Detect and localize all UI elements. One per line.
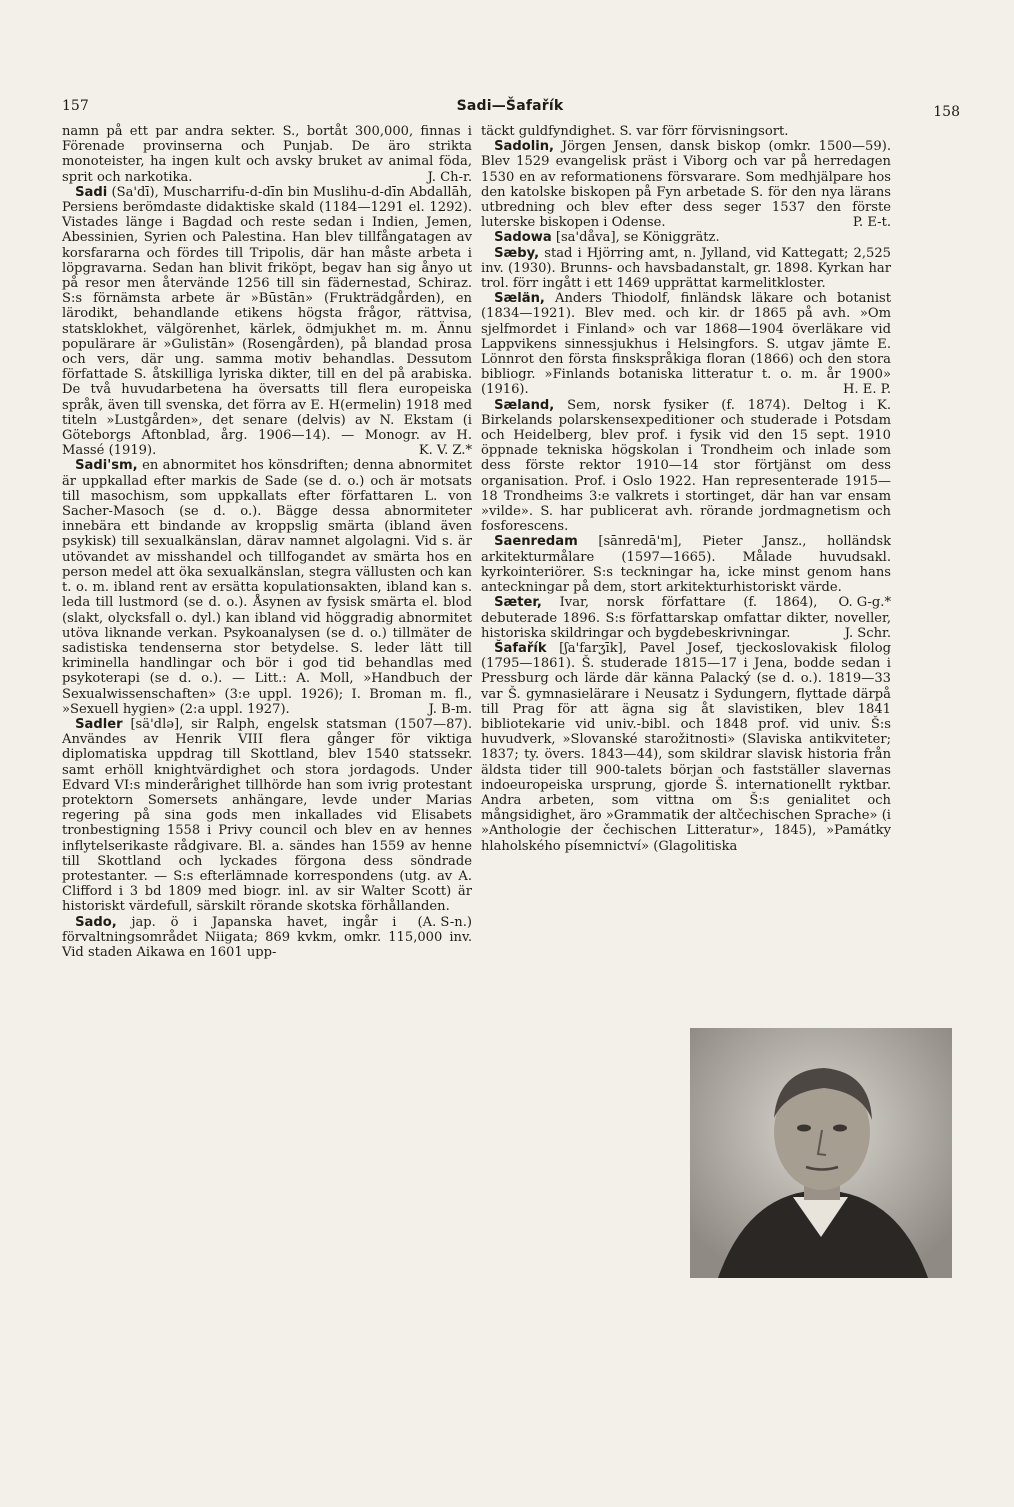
running-title: Sadi—Šafařík	[456, 98, 564, 114]
entry-text: Sem, norsk fysiker (f. 1874). Deltog i K. Birkelands polarskensexpeditioner och studerade i Potsdam och Heidelberg, blev prof. i fysik vid den 15 sept. 1910 öppnade tekniska högskolan i Trondheim och inlade som dess förste rektor 1910—14 stor förtjänst om dess organisation. Prof. i Oslo 1922. Han representerade 1915—18 Trondheims 3:e valkrets i stortinget, där han var ensam »vilde». S. har publicerat avh. rörande jordmagnetism och fosforescens.	[481, 397, 891, 535]
portrait-photo	[678, 1022, 958, 1280]
entry-headword: Sæby,	[494, 245, 540, 261]
entry-text: (Sa'dī), Muscharrifu-d-dīn bin Muslihu-d-dīn Abdallāh, Persiens berömdaste didaktiske skald (1184—1291 el. 1292). Vistades länge i Bagdad och reste sedan i Indien, Jemen, Abessinien, Syrien och Palestina. Han blev tillfångatagen av korsfararna och fördes till Tripolis, där han måste arbeta i löpgravarna. Sedan han blivit friköpt, begav han sig ånyo ut på resor men återvände 1256 till sin fädernestad, Schiraz. S:s förnämsta arbete är »Būstān» (Frukträdgården), en lärodikt, behandlande etikens högsta frågor, rättvisa, statsklokhet, välgörenhet, kärlek, ödmjukhet m. m. Ännu populärare är »Gulistān» (Rosengården), på blandad prosa och vers, där ung. samma motiv behandlas. Dessutom författade S. åtskilliga lyriska dikter, till en del på arabiska. De två huvudarbetena ha översatts till flera europeiska språk, även till svenska, det förra av E. H(ermelin) 1918 med titeln »Lustgården», det senare (delvis) av N. Ekstam (i Göteborgs Aftonblad, årg. 1906—14). — Monogr. av H. Massé (1919).	[62, 184, 472, 459]
entry-headword: Sadowa	[494, 230, 552, 246]
entry-signature: K. V. Z.*	[418, 443, 472, 459]
entry-headword: Sælän,	[494, 291, 545, 307]
entry-text: [sä'dlə], sir Ralph, engelsk statsman (1507—87). Användes av Henrik VIII flera gånger för viktiga diplomatiska uppdrag till Skottland, blev 1540 statssekr. samt erhöll knightvärdighet och stora jordagods. Under Edvard VI:s minderårighet tillhörde han som ivrig protestant protektorn Somersets anhängare, levde under Marias regering på sina gods men inkallades vid Elisabets tronbestigning 1558 i Privy council och blev en av hennes inflytelserikaste rådgivare. Bl. a. sändes han 1559 av henne till Skottland och lyckades förgona dess söndrade protestanter. — S:s efterlämnade korrespondens (utg. av A. Clifford i 3 bd 1809 med biogr. inl. av sir Walter Scott) är historiskt värdefull, särskilt rörande skotska förhållanden.	[62, 716, 472, 915]
entry	[62, 458, 472, 716]
entry	[62, 185, 472, 459]
entry-headword: Saenredam	[494, 534, 578, 550]
entry-text: en abnormitet hos könsdriften; denna abnormitet är uppkallad efter markis de Sade (se d. o.) och är motsats till masochism, som uppkallats efter författaren L. von Sacher-Masoch (se d. o.). Bägge dessa abnormiteter innebära ett bindande av kroppslig smärta (ibland även psykisk) till sexualkänslan, därav namnet algolagni. Vid s. är utövandet av misshandel och tillfogandet av smärta hos en person medel att öka sexualkänslan, stegra vällusten och kan t. o. m. ibland rent av ersätta kopulationsakten, ibland kan s. leda till lustmord (se d. o.). Åsynen av fysisk smärta el. blod (slakt, olycksfall o. dyl.) kan ibland vid höggradig abnormitet utöva liknande verkan. Psykoanalysen (se d. o.) tillmäter de sadistiska tendenserna stor betydelse. S. leder lätt till kriminella handlingar och bör i god tid behandlas med psykoterapi (se d. o.). — Litt.: A. Moll, »Handbuch der Sexualwissenschaften» (3:e uppl. 1926); I. Broman m. fl., »Sexuell hygien» (2:a uppl. 1927).	[62, 458, 472, 717]
entry	[481, 139, 891, 230]
entry-headword: Sæter,	[494, 595, 542, 611]
entry-headword: Sadolin,	[494, 139, 555, 155]
left-column	[62, 124, 472, 960]
entry-headword: Sado,	[75, 914, 117, 930]
entry	[481, 230, 891, 245]
entry-headword: Šafařík	[494, 640, 547, 656]
entry	[62, 124, 472, 185]
entry-text: täckt guldfyndighet. S. var förr förvisningsort.	[481, 124, 789, 139]
entry-text: Jörgen Jensen, dansk biskop (omkr. 1500—59). Blev 1529 evangelisk präst i Viborg och var på herredagen 1530 en av reformationens försvarare. Som medhjälpare hos den katolske biskopen på Fyn arbetade S. för den nya lärans utbredning och blev efter dess seger 1537 den förste luterske biskopen i Odense.	[481, 139, 891, 231]
entry-text: stad i Hjörring amt, n. Jylland, vid Kattegatt; 2,525 inv. (1930). Brunns- och havsbadanstalt, gr. 1898. Kyrkan har trol. förr ingått i ett 1469 upprättat karmelitkloster.	[481, 245, 891, 292]
right-column	[481, 124, 891, 854]
entry-text: namn på ett par andra sekter. S., bortåt 300,000, finnas i Förenade provinserna och Punjab. De äro strikta monoteister, ha ingen kult och avsky bruket av animal föda, sprit och narkotika.	[62, 124, 472, 185]
entry-signature: (A. S-n.)	[417, 914, 472, 930]
page-number-right: 158	[933, 104, 960, 120]
entry	[481, 291, 891, 397]
entry-headword: Sadi	[75, 184, 108, 200]
entry-signature: J. Schr.	[844, 625, 891, 641]
entry-text: [ʃa'farʒīk], Pavel Josef, tjeckoslovakisk filolog (1795—1861). Š. studerade 1815—17 i Jena, bodde sedan i Pressburg och lärde där känna Palacký (se d. o.). 1819—33 var Š. gymnasielärare i Neusatz i Sydungern, flyttade därpå till Prag för att ägna sig åt slavistiken, blev 1841 bibliotekarie vid univ.-bibl. och 1848 prof. vid univ. Š:s huvudverk, »Slovanské starožitnosti» (Slaviska antikviteter; 1837; ty. övers. 1843—44), som skildrar slavisk historia från äldsta tider till 900-talets början och fastställer slavernas indoeuropeiska ursprung, gjorde Š. internationellt ryktbar. Andra arbeten, som vittna om Š:s genialitet och mångsidighet, äro »Grammatik der altčechischen Sprache» (i »Anthologie der čechischen Litteratur», 1845), »Památky hlaholského písemnictví» (Glagolitiska	[481, 640, 891, 854]
entry-headword: Sadi'sm,	[75, 458, 138, 474]
entry-signature: O. G-g.*	[838, 595, 891, 611]
entry	[481, 398, 891, 535]
entry-text: jap. ö i Japanska havet, ingår i förvaltningsområdet Niigata; 869 kvkm, omkr. 115,000 inv. Vid staden Aikawa en 1601 upp-	[62, 914, 472, 960]
page-number-left: 157	[62, 98, 89, 114]
entry	[481, 246, 891, 292]
entry-signature: P. E-t.	[852, 215, 891, 231]
entry-text: [sānredā'm], Pieter Jansz., holländsk arkitekturmålare (1597—1665). Målade huvudsakl. kyrkointeriörer. S:s teckningar ha, icke minst genom hans anteckningar på dem, stort arkitekturhistoriskt värde.	[481, 534, 891, 596]
entry-text: Ivar, norsk författare (f. 1864), debuterade 1896. S:s författarskap omfattar dikter, noveller, historiska skildringar och bygdebeskrivningar.	[481, 595, 891, 641]
entry-headword: Sadler	[75, 716, 123, 732]
entry-text: [sa'dåva], se Königgrätz.	[555, 230, 720, 246]
entry-signature: J. B-m.	[428, 701, 472, 717]
entry-signature: H. E. P.	[843, 382, 891, 398]
entry-signature: J. Ch-r.	[427, 169, 472, 185]
entry	[481, 124, 891, 139]
safarik-portrait	[678, 1022, 958, 1280]
entry-headword: Sæland,	[494, 397, 555, 413]
entry	[481, 641, 891, 854]
entry-text: Anders Thiodolf, finländsk läkare och botanist (1834—1921). Blev med. och kir. dr 1865 på avh. »Om sjelfmordet i Finland» och var 1868—1904 överläkare vid Lappvikens sinnessjukhus i Helsingfors. S. utgav jämte E. Lönnrot den första finskspråkiga floran (1866) och den stora bibliogr. »Finlands botaniska litteratur t. o. m. år 1900» (1916).	[481, 291, 891, 398]
page-header	[60, 98, 960, 120]
